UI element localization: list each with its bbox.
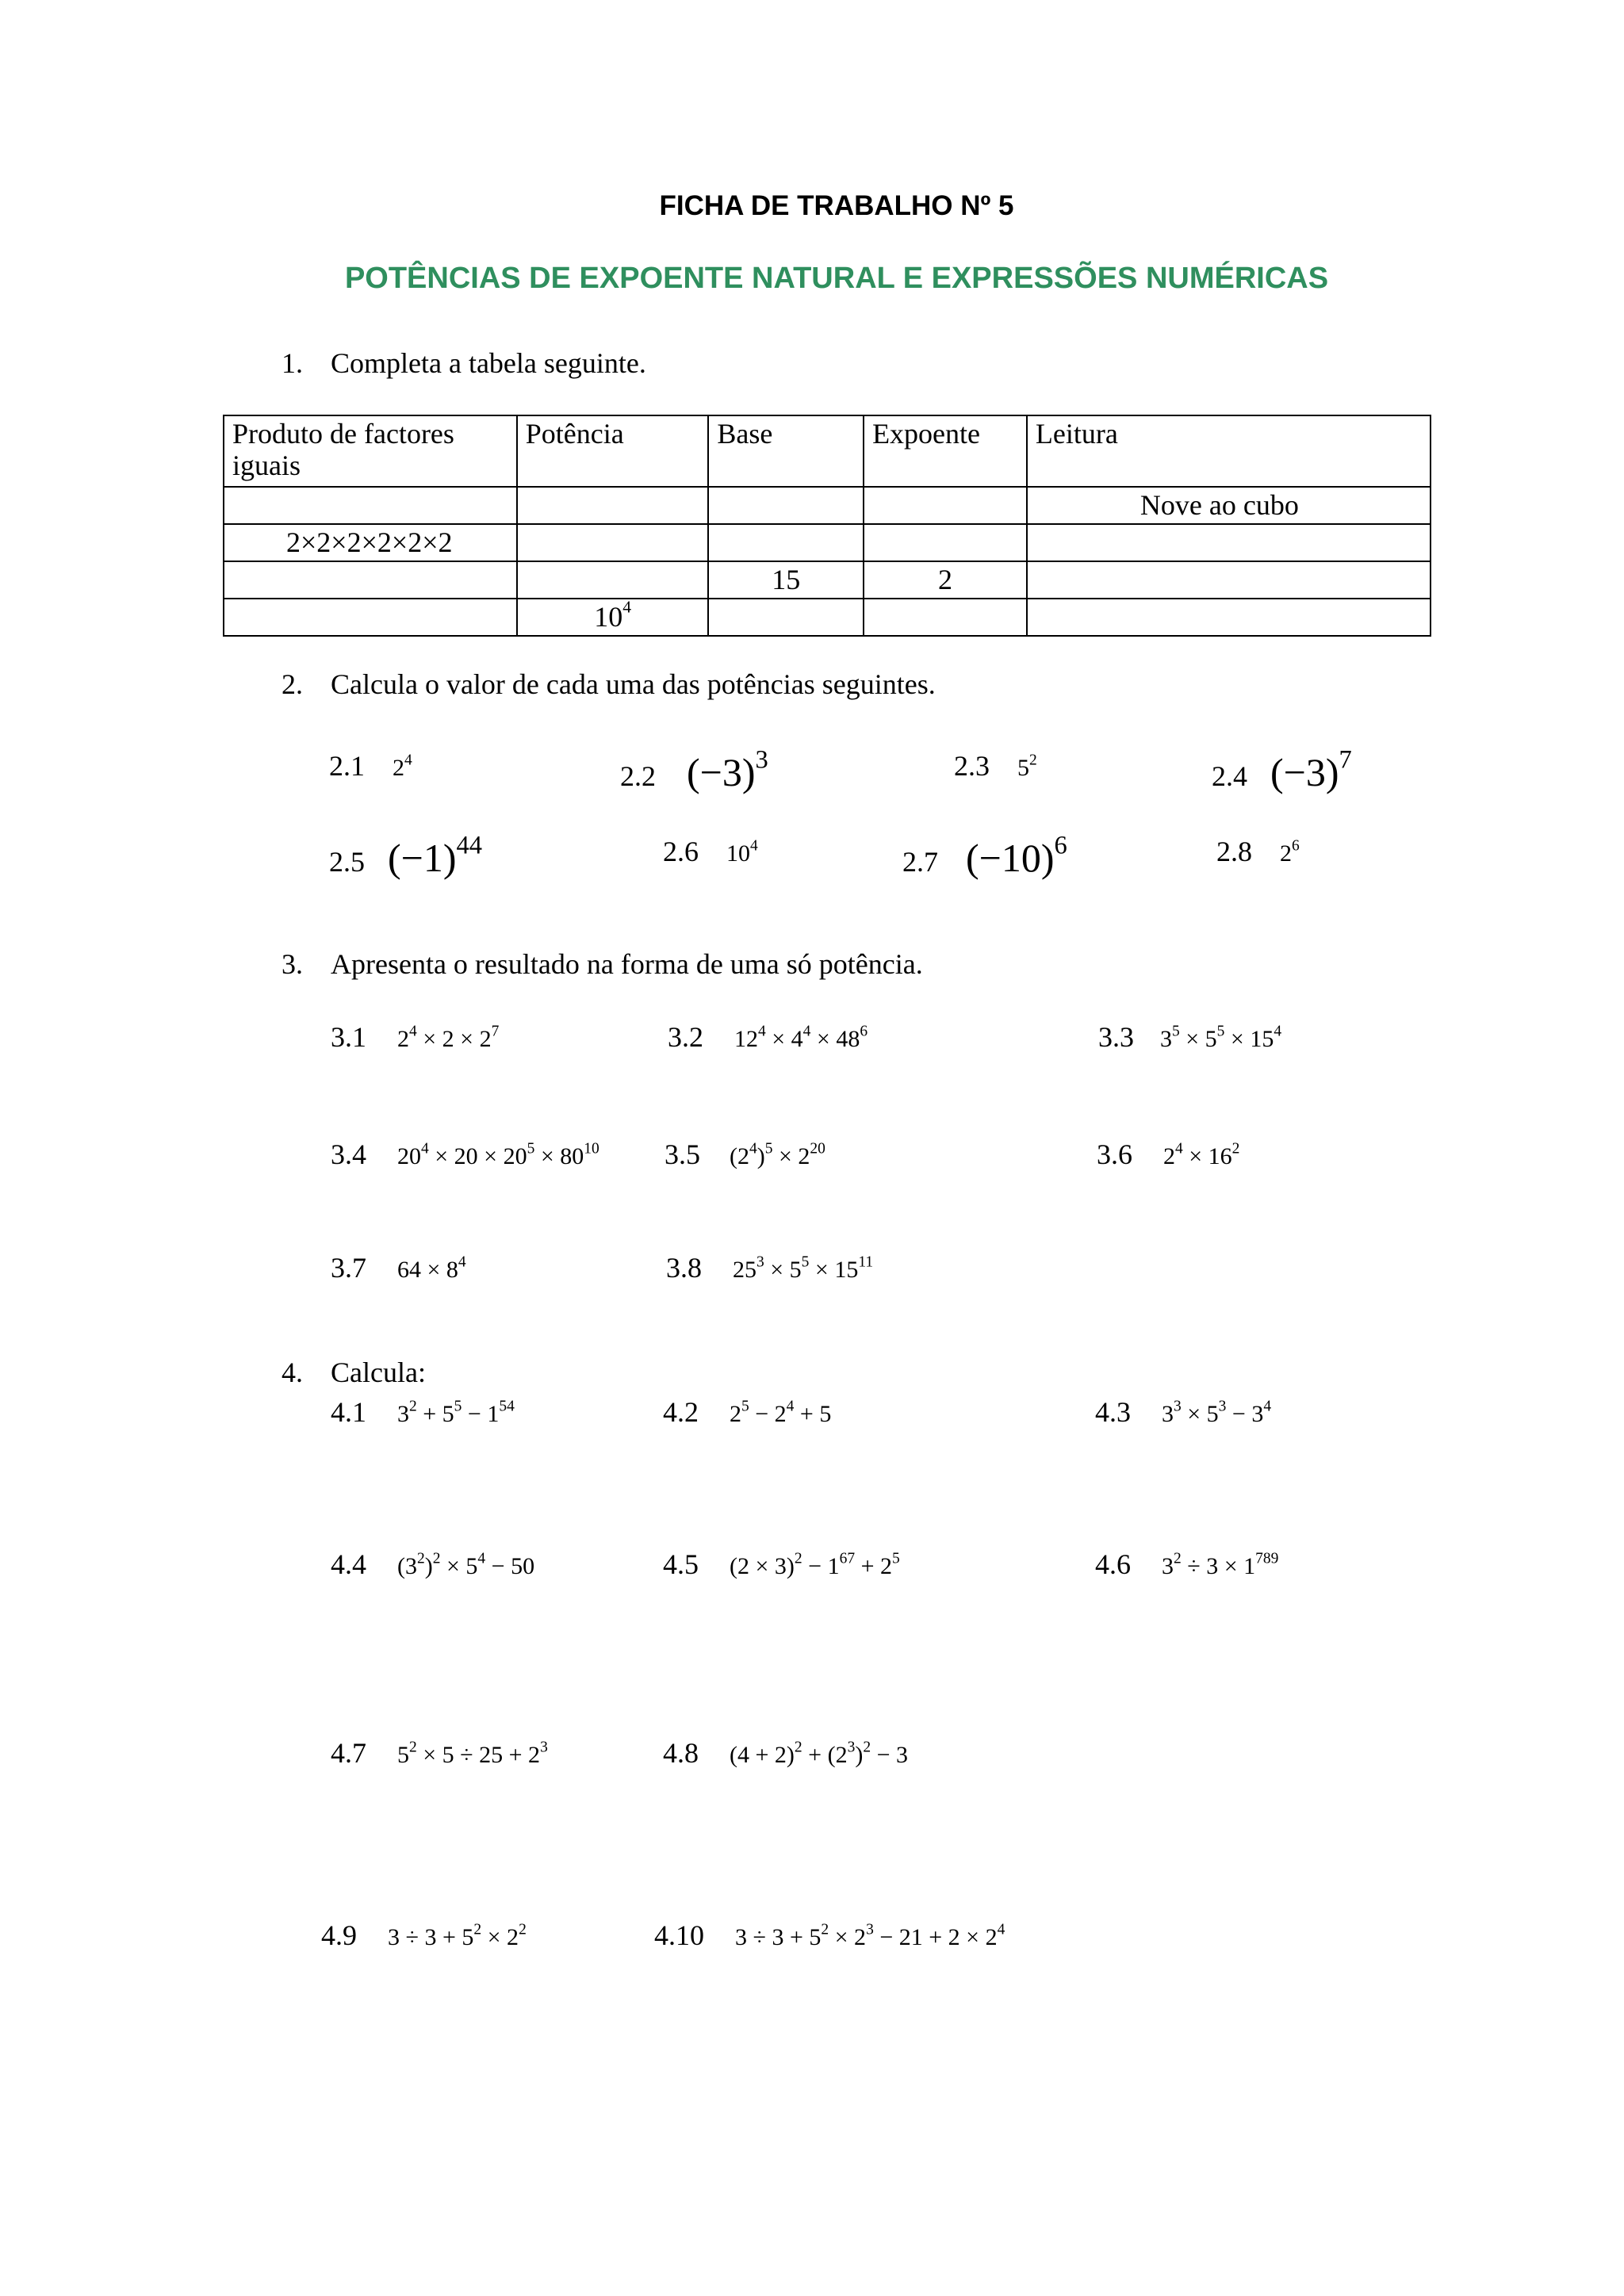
item-4-10: [654, 1919, 1005, 1952]
cell-empty[interactable]: [1027, 524, 1431, 561]
header-expoente: Expoente: [864, 415, 1027, 487]
item-label: 4.6: [1095, 1548, 1131, 1580]
header-leitura: Leitura: [1027, 415, 1431, 487]
item-4-9: [321, 1919, 527, 1952]
item-2-1: [329, 749, 412, 783]
item-label: 3.5: [665, 1138, 700, 1170]
item-expression: $3^5 \times 5^5 \times 15^4$: [1160, 1023, 1282, 1052]
item-3-7: [331, 1251, 466, 1284]
item-4-1: [331, 1395, 515, 1429]
item-label: 4.4: [331, 1548, 366, 1580]
item-expression: $5^2 \times 5 \div 25 + 2^3$: [397, 1739, 548, 1768]
cell-empty[interactable]: [708, 599, 864, 636]
cell-expoente: 2: [864, 561, 1027, 599]
header-produto: Produto de factores iguais: [224, 415, 517, 487]
item-label: 2.3: [954, 750, 990, 782]
item-4-7: [331, 1736, 548, 1770]
powers-table: [223, 415, 1431, 637]
item-3-3: [1098, 1020, 1281, 1054]
question-4-text: Calcula:: [331, 1357, 426, 1388]
item-expression: $3^2 \div 3 \times 1^{789}$: [1162, 1550, 1279, 1579]
item-2-6: [663, 835, 758, 868]
item-expression: $64 \times 8^4$: [397, 1253, 466, 1283]
question-1-text: Completa a tabela seguinte.: [331, 347, 646, 379]
cell-empty[interactable]: [224, 487, 517, 524]
cell-empty[interactable]: [864, 487, 1027, 524]
item-label: 3.1: [331, 1021, 366, 1053]
cell-empty[interactable]: [517, 561, 709, 599]
item-2-8: [1216, 835, 1300, 868]
item-3-8: [666, 1251, 873, 1284]
cell-produto: 2×2×2×2×2×2: [224, 524, 517, 561]
item-label: 4.8: [663, 1737, 699, 1769]
item-expression: $25^3 \times 5^5 \times 15^{11}$: [733, 1253, 874, 1283]
item-expression: $(-3)^3$: [687, 745, 768, 794]
item-3-2: [668, 1020, 868, 1054]
item-4-2: [663, 1395, 831, 1429]
item-expression: $2^4 \times 16^2$: [1163, 1140, 1240, 1169]
item-expression: $3 \div 3 + 5^2 \times 2^3 - 21 + 2 \times 2^4$: [735, 1921, 1005, 1950]
item-4-8: [663, 1736, 908, 1770]
item-label: 4.10: [654, 1919, 704, 1951]
cell-empty[interactable]: [864, 599, 1027, 636]
question-2-number: 2.: [282, 668, 303, 700]
item-label: 4.3: [1095, 1396, 1131, 1428]
item-label: 2.1: [329, 750, 365, 782]
item-label: 2.6: [663, 836, 699, 867]
cell-base: 15: [708, 561, 864, 599]
item-label: 2.2: [620, 760, 656, 792]
item-2-2: [620, 745, 768, 795]
header-potencia: Potência: [517, 415, 709, 487]
question-3-number: 3.: [282, 948, 303, 980]
cell-empty[interactable]: [864, 524, 1027, 561]
item-expression: $12^4 \times 4^4 \times 48^6$: [734, 1023, 868, 1052]
question-3-text: Apresenta o resultado na forma de uma só potência.: [331, 948, 923, 980]
page-title: FICHA DE TRABALHO Nº 5: [659, 190, 1014, 221]
item-expression: $(2 \times 3)^2 - 1^{67} + 2^5$: [730, 1550, 900, 1579]
cell-empty[interactable]: [1027, 561, 1431, 599]
item-4-4: [331, 1548, 534, 1581]
item-3-5: [665, 1138, 825, 1171]
item-label: 2.4: [1212, 760, 1247, 792]
header-base: Base: [708, 415, 864, 487]
question-1-number: 1.: [282, 347, 303, 379]
item-expression: $3^2 + 5^5 - 1^{54}$: [397, 1398, 515, 1427]
item-expression: $(4 + 2)^2 + (2^3)^2 - 3$: [730, 1739, 908, 1768]
item-expression: $(3^2)^2 \times 5^4 - 50$: [397, 1550, 535, 1579]
item-3-6: [1097, 1138, 1239, 1171]
item-expression: $(-3)^7$: [1270, 745, 1352, 794]
item-label: 3.3: [1098, 1021, 1134, 1053]
item-label: 3.6: [1097, 1138, 1132, 1170]
item-expression: $10^4$: [726, 837, 758, 867]
potencia-base: 10: [594, 601, 623, 633]
item-2-7: [902, 831, 1067, 881]
item-label: 4.9: [321, 1919, 357, 1951]
item-label: 4.5: [663, 1548, 699, 1580]
item-label: 3.8: [666, 1252, 702, 1284]
item-label: 2.7: [902, 846, 938, 878]
item-expression: $2^6$: [1280, 837, 1300, 867]
cell-empty[interactable]: [708, 487, 864, 524]
cell-empty[interactable]: [224, 561, 517, 599]
cell-leitura: Nove ao cubo: [1027, 487, 1431, 524]
table-row: [224, 524, 1431, 561]
item-label: 2.5: [329, 846, 365, 878]
cell-empty[interactable]: [1027, 599, 1431, 636]
item-2-3: [954, 749, 1037, 783]
item-label: 4.2: [663, 1396, 699, 1428]
item-4-3: [1095, 1395, 1271, 1429]
cell-empty[interactable]: [708, 524, 864, 561]
page-subtitle: POTÊNCIAS DE EXPOENTE NATURAL E EXPRESSÕES NUMÉRICAS: [344, 262, 1329, 295]
item-expression: $20^4 \times 20 \times 20^5 \times 80^{10}$: [397, 1140, 599, 1169]
table-row: [224, 599, 1431, 636]
question-2-text: Calcula o valor de cada uma das potências seguintes.: [331, 668, 936, 700]
item-label: 4.7: [331, 1737, 366, 1769]
item-expression: $2^4$: [393, 752, 412, 781]
item-label: 3.4: [331, 1138, 366, 1170]
item-4-5: [663, 1548, 900, 1581]
item-2-4: [1212, 745, 1352, 795]
item-expression: $3 \div 3 + 5^2 \times 2^2$: [388, 1921, 527, 1950]
item-label: 2.8: [1216, 836, 1252, 867]
item-label: 3.7: [331, 1252, 366, 1284]
item-expression: $(-1)^{44}$: [388, 831, 482, 880]
item-expression: $2^4 \times 2 \times 2^7$: [397, 1023, 500, 1052]
cell-empty[interactable]: [517, 487, 709, 524]
potencia-exponent: 4: [622, 597, 631, 617]
item-expression: $3^3 \times 5^3 - 3^4$: [1162, 1398, 1272, 1427]
item-expression: $(-10)^6$: [966, 831, 1067, 880]
item-2-5: [329, 831, 482, 881]
item-label: 3.2: [668, 1021, 703, 1053]
item-3-1: [331, 1020, 499, 1054]
table-row: [224, 487, 1431, 524]
item-expression: $(2^4)^5 \times 2^{20}$: [730, 1140, 825, 1169]
table-row: [224, 561, 1431, 599]
cell-empty[interactable]: [224, 599, 517, 636]
item-4-6: [1095, 1548, 1278, 1581]
item-label: 4.1: [331, 1396, 366, 1428]
item-expression: $5^2$: [1017, 752, 1037, 781]
cell-empty[interactable]: [517, 524, 709, 561]
question-4-number: 4.: [282, 1357, 303, 1388]
table-header-row: [224, 415, 1431, 487]
item-3-4: [331, 1138, 599, 1171]
cell-potencia: [517, 599, 709, 636]
item-expression: $2^5 - 2^4 + 5$: [730, 1398, 832, 1427]
